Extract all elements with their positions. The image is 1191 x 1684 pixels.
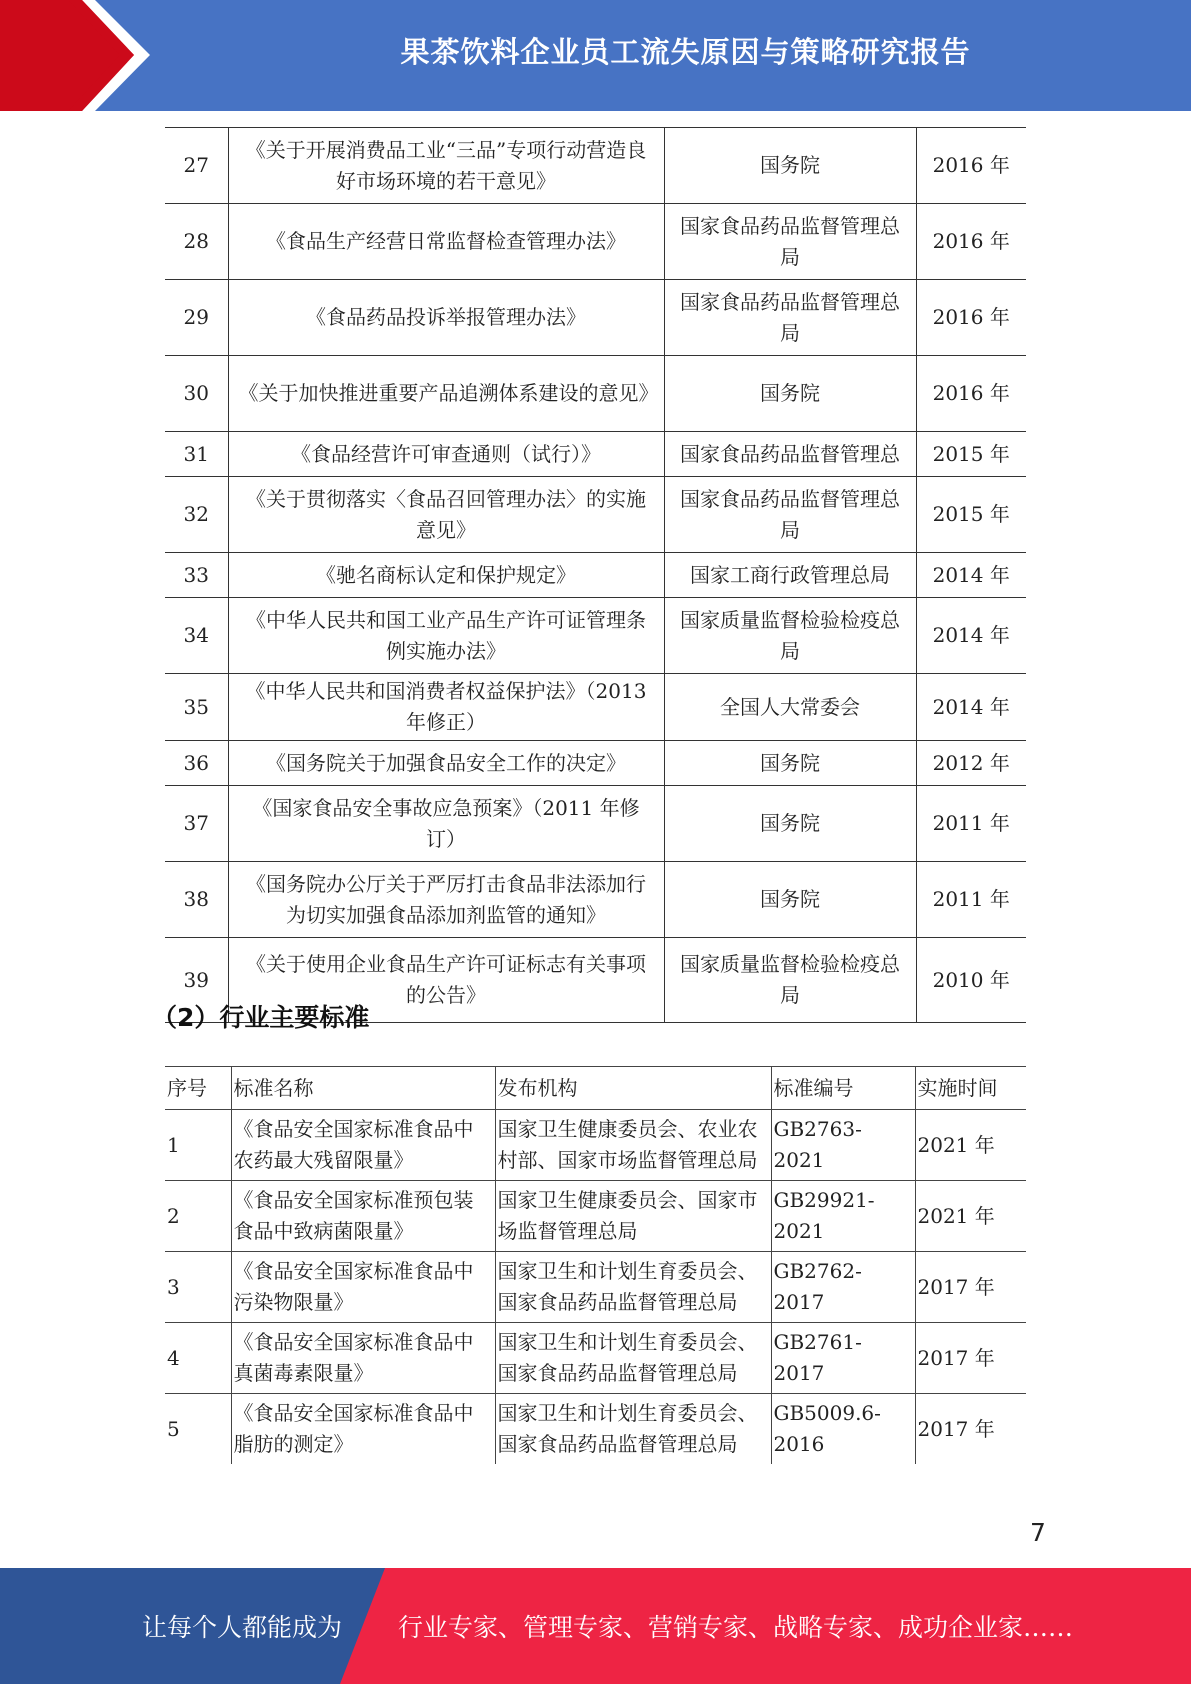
standard-code: GB29921-2021 — [771, 1181, 915, 1252]
standards-section-title: （2）行业主要标准 — [152, 1003, 370, 1032]
page-header — [0, 0, 1191, 111]
issuing-authority: 全国人大常委会 — [664, 674, 916, 741]
report-title: 果茶饮料企业员工流失原因与策略研究报告 — [400, 34, 971, 69]
standards-table — [165, 1066, 1026, 1464]
issuing-authority: 国家卫生健康委员会、农业农村部、国家市场监督管理总局 — [495, 1110, 771, 1181]
issuing-authority: 国务院 — [664, 741, 916, 786]
header-cell-no: 序号 — [165, 1067, 231, 1110]
implementation-date: 2017 年 — [915, 1252, 1026, 1323]
header-arrow-decoration — [0, 0, 150, 111]
regulation-name: 《关于使用企业食品生产许可证标志有关事项的公告》 — [228, 938, 664, 1023]
standard-code: GB2762-2017 — [771, 1252, 915, 1323]
row-number: 27 — [165, 128, 228, 204]
standard-number: 3 — [165, 1252, 231, 1323]
standard-code: GB2761-2017 — [771, 1323, 915, 1394]
issuing-authority: 国家卫生和计划生育委员会、国家食品药品监督管理总局 — [495, 1252, 771, 1323]
issue-year: 2014 年 — [916, 553, 1026, 598]
standard-name: 《食品安全国家标准食品中脂肪的测定》 — [231, 1394, 495, 1465]
table-row — [165, 862, 1026, 938]
issue-year: 2011 年 — [916, 786, 1026, 862]
table-row — [165, 1323, 1026, 1394]
regulations-table — [165, 127, 1026, 1023]
issuing-authority: 国家质量监督检验检疫总局 — [664, 598, 916, 674]
header-cell-code: 标准编号 — [771, 1067, 915, 1110]
table-row — [165, 1110, 1026, 1181]
page-footer — [0, 1568, 1191, 1684]
implementation-date: 2017 年 — [915, 1394, 1026, 1465]
header-cell-issuer: 发布机构 — [495, 1067, 771, 1110]
standard-number: 5 — [165, 1394, 231, 1465]
table-row — [165, 1394, 1026, 1465]
issue-year: 2014 年 — [916, 674, 1026, 741]
row-number: 35 — [165, 674, 228, 741]
row-number: 33 — [165, 553, 228, 598]
table-row — [165, 1181, 1026, 1252]
issue-year: 2012 年 — [916, 741, 1026, 786]
row-number: 28 — [165, 204, 228, 280]
standard-name: 《食品安全国家标准食品中污染物限量》 — [231, 1252, 495, 1323]
row-number: 38 — [165, 862, 228, 938]
row-number: 31 — [165, 432, 228, 477]
table-row — [165, 741, 1026, 786]
table-row — [165, 553, 1026, 598]
regulation-name: 《中华人民共和国消费者权益保护法》（2013 年修正） — [228, 674, 664, 741]
header-cell-name: 标准名称 — [231, 1067, 495, 1110]
table-row — [165, 280, 1026, 356]
issuing-authority: 国务院 — [664, 786, 916, 862]
standard-name: 《食品安全国家标准食品中真菌毒素限量》 — [231, 1323, 495, 1394]
standard-name: 《食品安全国家标准预包装食品中致病菌限量》 — [231, 1181, 495, 1252]
standard-number: 1 — [165, 1110, 231, 1181]
issuing-authority: 国家卫生健康委员会、国家市场监督管理总局 — [495, 1181, 771, 1252]
issuing-authority: 国家食品药品监督管理总 — [664, 432, 916, 477]
standard-code: GB2763-2021 — [771, 1110, 915, 1181]
standard-name: 《食品安全国家标准食品中农药最大残留限量》 — [231, 1110, 495, 1181]
issue-year: 2014 年 — [916, 598, 1026, 674]
issue-year: 2016 年 — [916, 128, 1026, 204]
issue-year: 2016 年 — [916, 204, 1026, 280]
header-cell-date: 实施时间 — [915, 1067, 1026, 1110]
page-number: 7 — [1030, 1518, 1046, 1547]
issuing-authority: 国务院 — [664, 356, 916, 432]
issue-year: 2011 年 — [916, 862, 1026, 938]
issuing-authority: 国家食品药品监督管理总局 — [664, 204, 916, 280]
table-row — [165, 356, 1026, 432]
regulation-name: 《国务院关于加强食品安全工作的决定》 — [228, 741, 664, 786]
footer-slogan-left: 让每个人都能成为 — [142, 1613, 343, 1642]
issuing-authority: 国务院 — [664, 862, 916, 938]
regulation-name: 《关于开展消费品工业“三品”专项行动营造良好市场环境的若干意见》 — [228, 128, 664, 204]
issuing-authority: 国家食品药品监督管理总局 — [664, 280, 916, 356]
regulation-name: 《国务院办公厅关于严厉打击食品非法添加行为切实加强食品添加剂监管的通知》 — [228, 862, 664, 938]
issue-year: 2016 年 — [916, 280, 1026, 356]
issuing-authority: 国务院 — [664, 128, 916, 204]
row-number: 30 — [165, 356, 228, 432]
issuing-authority: 国家质量监督检验检疫总局 — [664, 938, 916, 1023]
table-row — [165, 598, 1026, 674]
regulation-name: 《关于加快推进重要产品追溯体系建设的意见》 — [228, 356, 664, 432]
issuing-authority: 国家食品药品监督管理总局 — [664, 477, 916, 553]
table-row — [165, 477, 1026, 553]
table-row — [165, 204, 1026, 280]
issuing-authority: 国家卫生和计划生育委员会、国家食品药品监督管理总局 — [495, 1323, 771, 1394]
standard-number: 2 — [165, 1181, 231, 1252]
regulation-name: 《中华人民共和国工业产品生产许可证管理条例实施办法》 — [228, 598, 664, 674]
standard-code: GB5009.6-2016 — [771, 1394, 915, 1465]
footer-slogan-right: 行业专家、管理专家、营销专家、战略专家、成功企业家…… — [398, 1613, 1074, 1642]
implementation-date: 2017 年 — [915, 1323, 1026, 1394]
row-number: 29 — [165, 280, 228, 356]
issue-year: 2016 年 — [916, 356, 1026, 432]
regulation-name: 《国家食品安全事故应急预案》（2011 年修订） — [228, 786, 664, 862]
issue-year: 2015 年 — [916, 432, 1026, 477]
table-header-row — [165, 1067, 1026, 1110]
row-number: 39 — [165, 938, 228, 1023]
row-number: 32 — [165, 477, 228, 553]
table-row — [165, 786, 1026, 862]
standard-number: 4 — [165, 1323, 231, 1394]
issuing-authority: 国家工商行政管理总局 — [664, 553, 916, 598]
table-row — [165, 1252, 1026, 1323]
regulation-name: 《关于贯彻落实〈食品召回管理办法〉的实施意见》 — [228, 477, 664, 553]
row-number: 36 — [165, 741, 228, 786]
table-row — [165, 432, 1026, 477]
regulation-name: 《食品药品投诉举报管理办法》 — [228, 280, 664, 356]
row-number: 37 — [165, 786, 228, 862]
regulation-name: 《食品生产经营日常监督检查管理办法》 — [228, 204, 664, 280]
issue-year: 2015 年 — [916, 477, 1026, 553]
regulation-name: 《食品经营许可审查通则（试行）》 — [228, 432, 664, 477]
issue-year: 2010 年 — [916, 938, 1026, 1023]
row-number: 34 — [165, 598, 228, 674]
regulation-name: 《驰名商标认定和保护规定》 — [228, 553, 664, 598]
implementation-date: 2021 年 — [915, 1181, 1026, 1252]
implementation-date: 2021 年 — [915, 1110, 1026, 1181]
table-row — [165, 674, 1026, 741]
table-row — [165, 128, 1026, 204]
issuing-authority: 国家卫生和计划生育委员会、国家食品药品监督管理总局 — [495, 1394, 771, 1465]
